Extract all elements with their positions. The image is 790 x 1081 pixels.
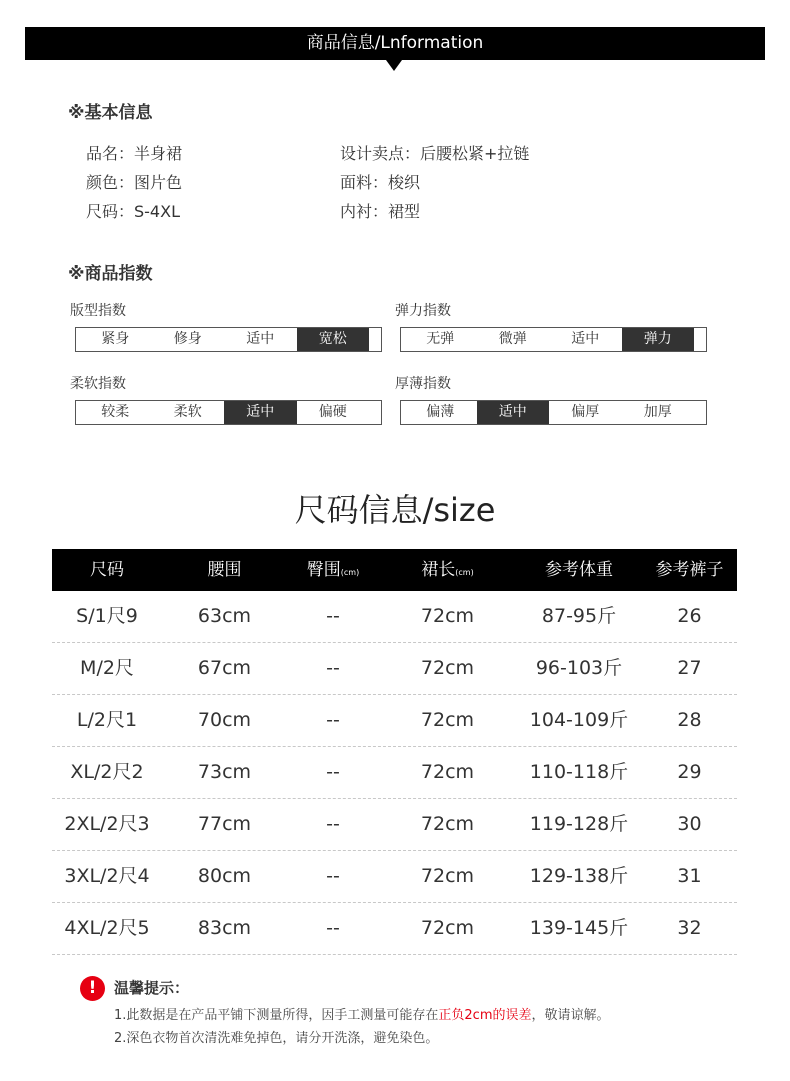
cell-hip: -- (326, 605, 340, 627)
table-row (52, 591, 737, 643)
product-size-range: 尺码：S-4XL (86, 202, 180, 221)
elasticity-index-option: 微弹 (498, 331, 527, 347)
cell-hip: -- (326, 709, 340, 731)
section-banner (25, 27, 765, 60)
table-row (52, 799, 737, 851)
cell-waist: 63cm (197, 605, 252, 627)
cell-weight: 110-118斤 (529, 761, 629, 783)
cell-pants: 28 (677, 709, 702, 731)
cell-pants: 30 (677, 813, 702, 835)
header-size: 尺码 (90, 560, 124, 580)
header-hip: 臀围(cm) (306, 560, 360, 580)
elasticity-index-scale (400, 327, 707, 352)
header-ref-weight: 参考体重 (545, 560, 613, 580)
softness-index-title: 柔软指数 (70, 376, 126, 392)
cell-hip: -- (326, 917, 340, 939)
cell-length: 72cm (420, 605, 475, 627)
table-row (52, 695, 737, 747)
elasticity-index-option-selected: 弹力 (622, 328, 695, 351)
fit-index-option: 修身 (173, 331, 202, 347)
size-table-header (52, 549, 737, 591)
softness-index-option: 较柔 (101, 404, 130, 420)
cell-length: 72cm (420, 813, 475, 835)
fit-index-option-selected: 宽松 (297, 328, 370, 351)
product-name: 品名：半身裙 (86, 144, 183, 163)
lining: 内衬：裙型 (340, 202, 421, 221)
cell-size: S/1尺9 (76, 605, 138, 627)
elasticity-index-option: 适中 (571, 331, 600, 347)
cell-waist: 67cm (197, 657, 252, 679)
cell-length: 72cm (420, 709, 475, 731)
cell-pants: 27 (677, 657, 702, 679)
thickness-index-scale (400, 400, 707, 425)
header-skirt-length: 裙长(cm) (421, 560, 474, 580)
cell-length: 72cm (420, 761, 475, 783)
elasticity-index-title: 弹力指数 (395, 303, 451, 319)
thickness-index-option: 加厚 (643, 404, 672, 420)
fit-index-option: 适中 (246, 331, 275, 347)
cell-pants: 26 (677, 605, 702, 627)
table-row (52, 903, 737, 955)
cell-pants: 31 (677, 865, 702, 887)
elasticity-index-option: 无弹 (426, 331, 455, 347)
cell-length: 72cm (420, 917, 475, 939)
cell-pants: 32 (677, 917, 702, 939)
product-color: 颜色：图片色 (86, 173, 183, 192)
cell-weight: 129-138斤 (529, 865, 629, 887)
fabric: 面料：梭织 (340, 173, 421, 192)
table-row (52, 643, 737, 695)
fit-index-option: 紧身 (101, 331, 130, 347)
softness-index-option-selected: 适中 (224, 401, 297, 424)
size-table (52, 549, 737, 955)
tips-line-1: 1.此数据是在产品平铺下测量所得，因手工测量可能存在正负2cm的误差，敬请谅解。 (114, 1008, 610, 1023)
cell-weight: 139-145斤 (529, 917, 629, 939)
cell-waist: 70cm (197, 709, 252, 731)
cell-waist: 83cm (197, 917, 252, 939)
cell-hip: -- (326, 761, 340, 783)
cell-waist: 77cm (197, 813, 252, 835)
cell-size: XL/2尺2 (70, 761, 144, 783)
cell-size: 4XL/2尺5 (64, 917, 150, 939)
cell-size: L/2尺1 (76, 709, 138, 731)
thickness-index-title: 厚薄指数 (395, 376, 451, 392)
header-ref-pants: 参考裤子 (655, 560, 724, 580)
cell-size: 3XL/2尺4 (64, 865, 150, 887)
cell-weight: 87-95斤 (541, 605, 617, 627)
basic-info-heading: ※基本信息 (68, 103, 153, 123)
thickness-index-option: 偏薄 (426, 404, 455, 420)
banner-title: 商品信息/Lnformation (306, 33, 484, 53)
cell-size: 2XL/2尺3 (64, 813, 150, 835)
softness-index-option: 柔软 (173, 404, 202, 420)
product-index-heading: ※商品指数 (68, 264, 153, 284)
table-row (52, 851, 737, 903)
cell-waist: 73cm (197, 761, 252, 783)
table-row (52, 747, 737, 799)
fit-index-title: 版型指数 (70, 303, 126, 319)
thickness-index-option: 偏厚 (571, 404, 600, 420)
cell-weight: 104-109斤 (529, 709, 629, 731)
tips-title: 温馨提示： (114, 979, 190, 997)
size-info-title: 尺码信息/size (294, 491, 496, 529)
exclamation-icon: ! (80, 976, 105, 1001)
softness-index-scale (75, 400, 382, 425)
softness-index-option: 偏硬 (318, 404, 347, 420)
fit-index-scale (75, 327, 382, 352)
cell-length: 72cm (420, 657, 475, 679)
cell-weight: 96-103斤 (535, 657, 623, 679)
banner-arrow-icon (386, 60, 402, 71)
cell-hip: -- (326, 865, 340, 887)
cell-pants: 29 (677, 761, 702, 783)
cell-weight: 119-128斤 (529, 813, 629, 835)
header-waist: 腰围 (207, 560, 242, 580)
tips-line-2: 2.深色衣物首次清洗难免掉色，请分开洗涤，避免染色。 (114, 1031, 439, 1046)
tips-highlight: 正负2cm的误差 (438, 1008, 532, 1023)
thickness-index-option-selected: 适中 (477, 401, 550, 424)
cell-waist: 80cm (197, 865, 252, 887)
cell-hip: -- (326, 813, 340, 835)
cell-hip: -- (326, 657, 340, 679)
cell-length: 72cm (420, 865, 475, 887)
design-feature: 设计卖点：后腰松紧+拉链 (340, 144, 530, 163)
cell-size: M/2尺 (80, 657, 134, 679)
